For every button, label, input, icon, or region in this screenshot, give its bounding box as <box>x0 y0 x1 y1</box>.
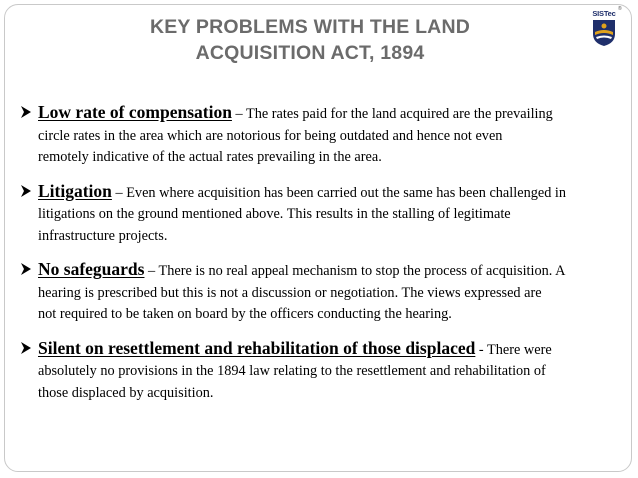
arrow-bullet-icon <box>21 106 31 118</box>
list-item <box>22 259 630 326</box>
point-heading: No safeguards <box>38 259 145 279</box>
arrow-bullet-icon <box>21 185 31 197</box>
list-item <box>22 102 630 169</box>
point-heading: Low rate of compensation <box>38 102 232 122</box>
point-text: There were <box>487 341 552 358</box>
shield-icon <box>592 19 616 47</box>
list-item <box>22 181 630 248</box>
point-text: The rates paid for the land acquired are the prevailing <box>245 106 553 122</box>
point-text: circle rates in the area which are notorious for being outdated and hence not even <box>38 127 503 144</box>
point-separator: – <box>231 106 246 122</box>
point-separator: – <box>111 184 127 201</box>
point-text: Even where acquisition has been carried out the same has been challenged in <box>126 184 567 201</box>
point-heading: Silent on resettlement and rehabilitation of those displaced <box>38 337 476 358</box>
arrow-bullet-icon <box>21 342 31 354</box>
sistec-logo <box>588 8 620 50</box>
title-line-2: ACQUISITION ACT, 1894 <box>195 42 425 64</box>
point-text: not required to be taken on board by the officers conducting the hearing. <box>38 306 452 322</box>
arrow-bullet-icon <box>21 263 31 275</box>
point-separator: - <box>475 341 488 358</box>
title-line-1: KEY PROBLEMS WITH THE LAND <box>149 16 471 38</box>
logo-text: SISTec <box>592 9 616 18</box>
point-text: remotely indicative of the actual rates prevailing in the area. <box>38 149 382 165</box>
bullet-list <box>22 102 630 416</box>
logo-registered-mark: ® <box>618 6 622 12</box>
page-title <box>90 14 530 66</box>
point-text: infrastructure projects. <box>38 227 168 244</box>
point-text: hearing is prescribed but this is not a discussion or negotiation. The views expressed are <box>38 284 542 301</box>
point-text: those displaced by acquisition. <box>38 384 214 401</box>
point-separator: – <box>144 263 159 279</box>
point-text: There is no real appeal mechanism to stop the process of acquisition. A <box>158 263 566 279</box>
point-text: litigations on the ground mentioned above. This results in the stalling of legitimate <box>38 206 511 222</box>
point-heading: Litigation <box>38 180 112 201</box>
point-text: absolutely no provisions in the 1894 law relating to the resettlement and rehabilitation of <box>38 363 546 379</box>
list-item <box>22 338 630 405</box>
